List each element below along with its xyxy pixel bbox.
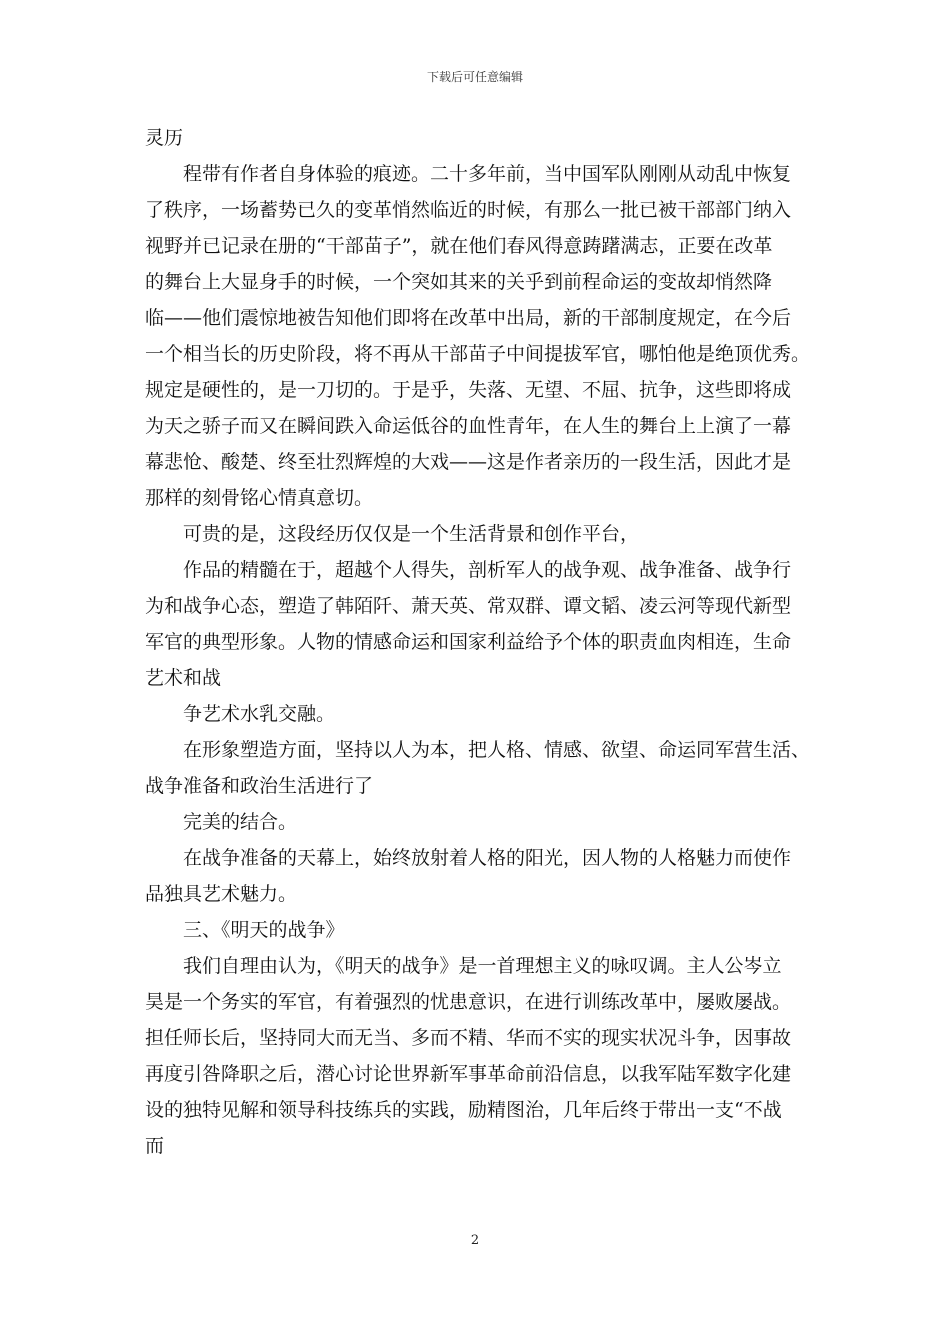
text-line: 军官的典型形象。人物的情感命运和国家利益给予个体的职责血肉相连，生命 bbox=[145, 631, 792, 653]
text-line: 视野并已记录在册的“干部苗子”，就在他们春风得意踌躇满志，正要在改革 bbox=[145, 235, 773, 257]
text-line: 幕悲怆、酸楚、终至壮烈辉煌的大戏——这是作者亲历的一段生活，因此才是 bbox=[145, 451, 792, 473]
text-line: 那样的刻骨铭心情真意切。 bbox=[145, 487, 374, 509]
text-line: 了秩序，一场蓄势已久的变革悄然临近的时候，有那么一批已被干部部门纳入 bbox=[145, 199, 792, 221]
text-line: 而 bbox=[145, 1135, 165, 1157]
text-line: 一个相当长的历史阶段，将不再从干部苗子中间提拔军官，哪怕他是绝顶优秀。 bbox=[145, 343, 811, 365]
text-line: 规定是硬性的，是一刀切的。于是乎，失落、无望、不屈、抗争，这些即将成 bbox=[145, 379, 792, 401]
text-line: 灵历 bbox=[145, 127, 184, 149]
document-body bbox=[145, 120, 825, 1164]
text-line: 在战争准备的天幕上，始终放射着人格的阳光，因人物的人格魅力而使作 bbox=[183, 847, 792, 869]
text-line: 设的独特见解和领导科技练兵的实践，励精图治，几年后终于带出一支“不战 bbox=[145, 1099, 782, 1121]
text-line: 的舞台上大显身手的时候，一个突如其来的关乎到前程命运的变故却悄然降 bbox=[145, 271, 773, 293]
text-line: 再度引咎降职之后，潜心讨论世界新军事革命前沿信息，以我军陆军数字化建 bbox=[145, 1063, 792, 1085]
text-line: 作品的精髓在于，超越个人得失，剖析军人的战争观、战争准备、战争行 bbox=[183, 559, 792, 581]
text-line: 程带有作者自身体验的痕迹。二十多年前，当中国军队刚刚从动乱中恢复 bbox=[183, 163, 792, 185]
text-line: 临——他们震惊地被告知他们即将在改革中出局，新的干部制度规定，在今后 bbox=[145, 307, 792, 329]
text-line: 可贵的是，这段经历仅仅是一个生活背景和创作平台， bbox=[183, 523, 640, 545]
text-line: 完美的结合。 bbox=[183, 811, 298, 833]
text-line: 为天之骄子而又在瞬间跌入命运低谷的血性青年，在人生的舞台上上演了一幕 bbox=[145, 415, 792, 437]
text-line: 昊是一个务实的军官，有着强烈的忧患意识，在进行训练改革中，屡败屡战。 bbox=[145, 991, 792, 1013]
text-line: 在形象塑造方面，坚持以人为本，把人格、情感、欲望、命运同军营生活、 bbox=[183, 739, 811, 761]
text-line: 为和战争心态，塑造了韩陌阡、萧天英、常双群、谭文韬、凌云河等现代新型 bbox=[145, 595, 792, 617]
page-number: 2 bbox=[470, 1233, 480, 1248]
page-header: 下载后可任意编辑 bbox=[426, 70, 523, 84]
section-heading: 三、《明天的战争》 bbox=[183, 919, 345, 941]
text-line: 艺术和战 bbox=[145, 667, 222, 689]
text-line: 担任师长后，坚持同大而无当、多而不精、华而不实的现实状况斗争，因事故 bbox=[145, 1027, 792, 1049]
text-line: 争艺术水乳交融。 bbox=[183, 703, 336, 725]
text-line: 品独具艺术魅力。 bbox=[145, 883, 298, 905]
text-line: 我们自理由认为，《明天的战争》是一首理想主义的咏叹调。主人公岑立 bbox=[183, 955, 782, 977]
text-line: 战争准备和政治生活进行了 bbox=[145, 775, 374, 797]
